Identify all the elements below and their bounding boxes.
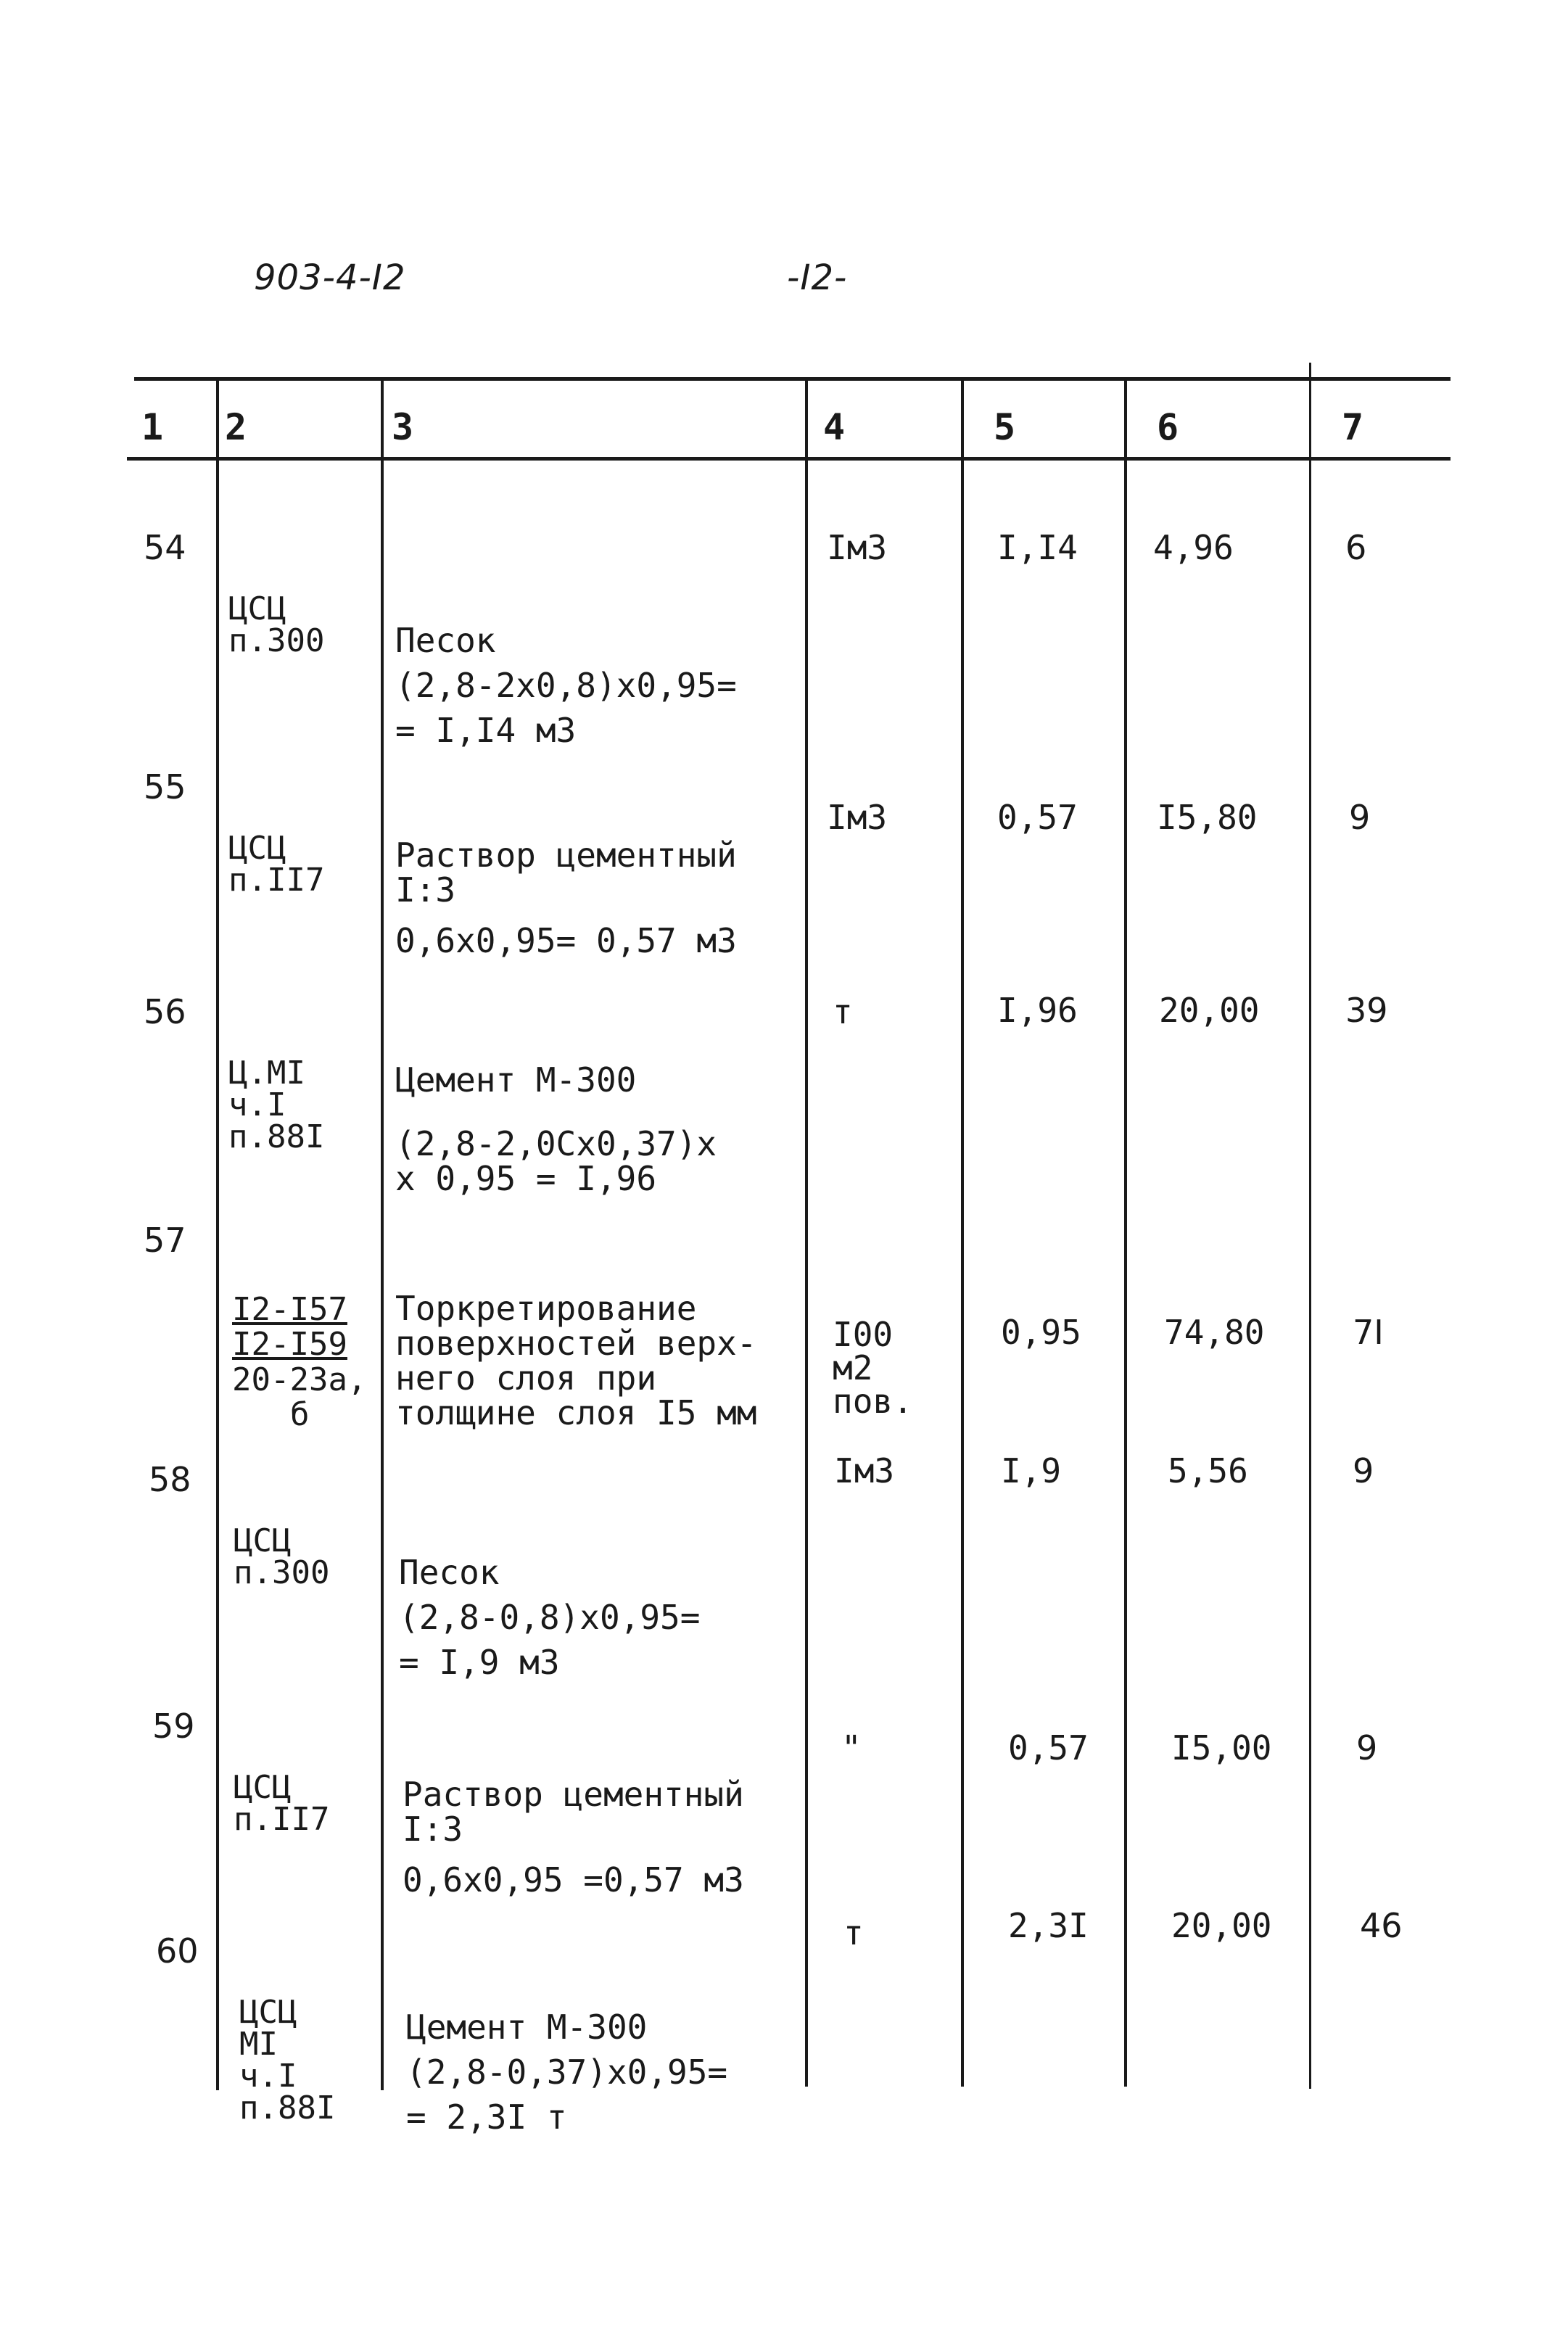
table-row-description: Торкретирование поверхностей верх- него слоя при толщине слоя I5 мм [395,1288,757,1433]
table-row-description: Раствор цементный I:3 0,6x0,95= 0,57 м3 [395,835,737,961]
table-row-unit: т [833,992,853,1031]
table-row-number: 56 [144,992,186,1031]
table-row-description: Цемент М-300 (2,8-2,0Cx0,37)x x 0,95 = I,96 [395,1060,717,1199]
table-row-unit-price: 74,80 [1164,1313,1265,1352]
table-row-reference: ЦСЦ п.300 [228,590,325,659]
table-row-quantity: I,9 [1001,1451,1062,1490]
table-row-quantity: I,96 [997,991,1078,1030]
table-row-unit: Iм3 [834,1451,895,1490]
column-header-2: 2 [225,406,247,448]
table-row-quantity: I,I4 [997,528,1078,567]
table-row-unit-price: I5,80 [1157,798,1258,837]
column-header-5: 5 [994,406,1016,448]
table-row-number: 59 [152,1707,195,1746]
table-row-total: 9 [1349,798,1371,837]
table-row-reference: ЦСЦ п.II7 [234,1769,330,1838]
table-row-number: 60 [156,1931,199,1971]
table-row-quantity: 0,57 [1008,1728,1089,1767]
table-row-number: 58 [149,1460,191,1499]
table-row-reference: Ц.МI ч.I п.88I [228,1055,325,1155]
table-row-unit-price: 20,00 [1159,991,1260,1030]
table-row-number: 55 [144,767,186,807]
table-row-description: Песок (2,8-2x0,8)x0,95= = I,I4 м3 [395,621,737,751]
table-row-total: 46 [1360,1906,1403,1945]
table-row-number: 54 [144,528,186,567]
page-number: -I2- [787,257,848,298]
column-divider-1 [216,379,219,2090]
column-divider-3 [805,379,808,2087]
document-code: 903-4-I2 [254,257,406,298]
table-row-number: 57 [144,1221,186,1260]
table-row-unit: " [841,1728,862,1767]
table-row-quantity: 0,57 [997,798,1078,837]
table-row-quantity: 0,95 [1001,1313,1081,1352]
column-header-6: 6 [1157,406,1179,448]
table-row-unit-price: 20,00 [1171,1906,1272,1945]
column-header-7: 7 [1342,406,1364,448]
table-row-description: Песок (2,8-0,8)x0,95= = I,9 м3 [399,1553,701,1683]
table-row-total: 7I [1353,1313,1384,1352]
column-header-4: 4 [823,406,846,448]
column-divider-6 [1309,363,1311,2089]
table-row-reference: ЦСЦ п.II7 [228,830,325,899]
table-row-unit-price: I5,00 [1171,1728,1272,1767]
table-row-unit: т [843,1913,864,1952]
table-header-rule [127,457,1451,461]
table-row-total: 6 [1345,528,1367,567]
table-row-unit-price: 4,96 [1153,528,1234,567]
column-header-3: 3 [392,406,414,448]
table-row-unit: I00 м2 пов. [833,1315,913,1421]
column-divider-5 [1124,379,1127,2087]
table-row-reference: ЦСЦ п.300 [234,1522,330,1591]
table-row-reference: ЦСЦ МI ч.I п.88I [239,1994,336,2126]
column-divider-4 [961,379,964,2087]
table-row-unit: Iм3 [827,798,888,837]
table-row-total: 39 [1345,991,1388,1030]
table-row-total: 9 [1356,1728,1378,1767]
table-row-reference: I2-I57 I2-I59 20-23а, б [232,1290,367,1433]
column-divider-2 [381,379,384,2090]
table-row-unit-price: 5,56 [1168,1451,1248,1490]
table-top-rule [134,377,1451,381]
table-row-description: Цемент М-300 (2,8-0,37)x0,95= = 2,3I т [406,2008,728,2137]
column-header-1: 1 [141,406,164,448]
table-row-description: Раствор цементный I:3 0,6x0,95 =0,57 м3 [403,1774,744,1900]
table-row-quantity: 2,3I [1008,1906,1089,1945]
table-row-unit: Iм3 [827,528,888,567]
table-row-total: 9 [1353,1451,1374,1490]
